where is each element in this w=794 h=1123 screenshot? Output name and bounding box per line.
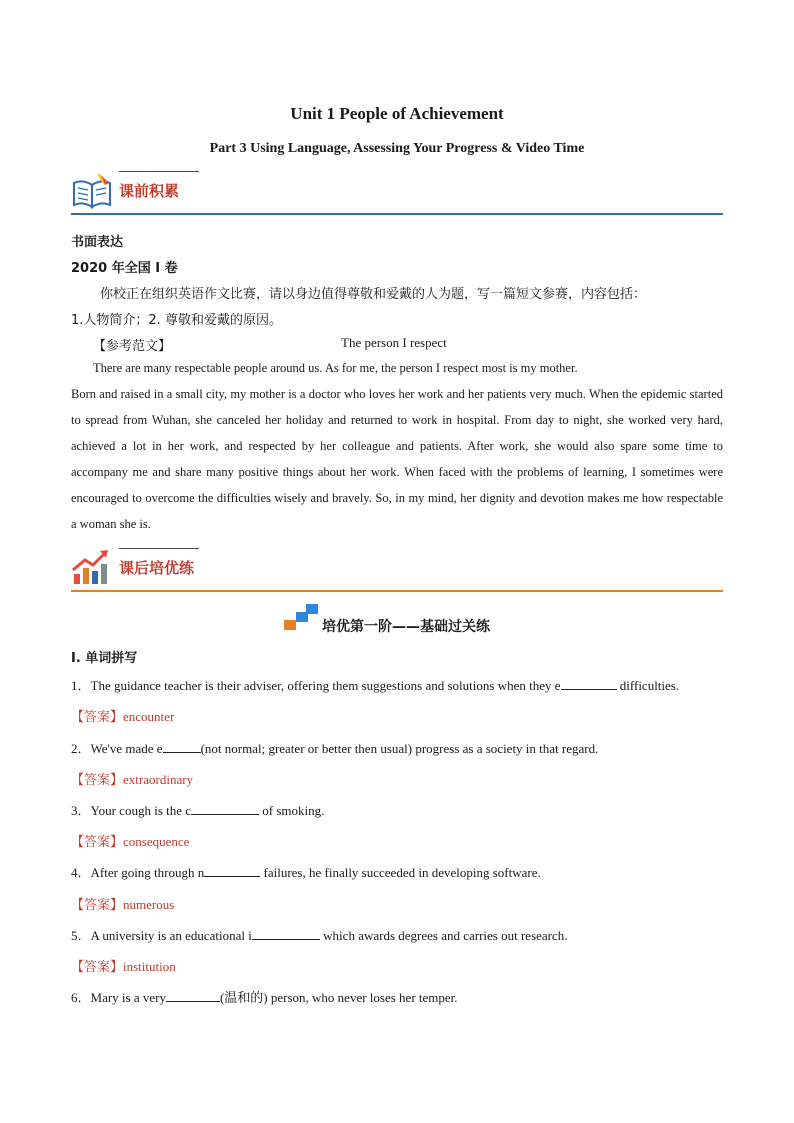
- writing-points: 1.人物简介；2. 尊敬和爱戴的原因。: [71, 313, 282, 328]
- question-1: 1．The guidance teacher is their adviser, offering them suggestions and solutions when they e difficulties.: [71, 678, 680, 693]
- answer-blank[interactable]: e: [157, 741, 201, 756]
- question-6: 6．Mary is a very (温和的) person, who never loses her temper.: [71, 990, 458, 1005]
- answer-blank[interactable]: [166, 990, 220, 1005]
- answer-1: 【答案】encounter: [71, 709, 175, 725]
- answer-blank[interactable]: n: [198, 865, 261, 880]
- section-label-pre: 课前积累: [119, 182, 180, 200]
- essay-body: Born and raised in a small city, my mother is a doctor who loves her work and her patients very much. When the epidemic started to spread from Wuhan, she canceled her holiday and returned to work in hospital. From day to night, she worked very hard, achieved a lot in her work, and respected by her colleague and patients. After work, she would also spare some time to accompany me and share many positive things about her work. When faced with the problems of learning, I sometimes were encouraged to overcome the difficulties wisely and bravely. So, in my mind, her dignity and devotion makes me how respectable a woman she is.: [71, 387, 723, 531]
- sample-tag: 【参考范文】: [93, 339, 172, 354]
- question-3: 3．Your cough is the c of smoking.: [71, 803, 325, 818]
- section-banner-pre: [71, 171, 723, 215]
- answer-blank[interactable]: i: [248, 928, 320, 943]
- banner-rule: [71, 213, 723, 215]
- answer-5: 【答案】institution: [71, 959, 176, 975]
- writing-heading: 书面表达: [71, 235, 124, 250]
- steps-icon: [284, 604, 320, 632]
- open-book-icon: [71, 171, 113, 211]
- banner-top-line: [119, 548, 199, 549]
- question-5: 5．A university is an educational i which awards degrees and carries out research.: [71, 928, 568, 943]
- answer-2: 【答案】extraordinary: [71, 772, 194, 788]
- section-banner-post: [71, 548, 723, 592]
- page-subtitle: Part 3 Using Language, Assessing Your Progress & Video Time: [209, 141, 585, 156]
- banner-rule: [71, 590, 723, 592]
- page-title: Unit 1 People of Achievement: [290, 104, 504, 123]
- question-2: 2．We've made e (not normal; greater or better then usual) progress as a society in that regard.: [71, 741, 599, 756]
- section-label-post: 课后培优练: [119, 559, 195, 577]
- banner-top-line: [119, 171, 199, 172]
- stage-label: 培优第一阶——基础过关练: [322, 619, 490, 635]
- answer-3: 【答案】consequence: [71, 834, 190, 850]
- exam-source: 2020 年全国 I 卷: [71, 261, 178, 276]
- answer-blank[interactable]: c: [185, 803, 259, 818]
- bar-chart-arrow-icon: [71, 548, 113, 588]
- stage-heading: [284, 604, 524, 634]
- question-4: 4．After going through n failures, he finally succeeded in developing software.: [71, 865, 541, 880]
- answer-blank[interactable]: e: [555, 678, 617, 693]
- answer-4: 【答案】numerous: [71, 897, 175, 913]
- essay-first-line: There are many respectable people around us. As for me, the person I respect most is my mother.: [93, 361, 578, 375]
- spelling-heading: I. 单词拼写: [71, 651, 138, 666]
- writing-prompt: 你校正在组织英语作文比赛，请以身边值得尊敬和爱戴的人为题，写一篇短文参赛，内容包括：: [100, 287, 647, 302]
- essay-title: The person I respect: [341, 335, 447, 350]
